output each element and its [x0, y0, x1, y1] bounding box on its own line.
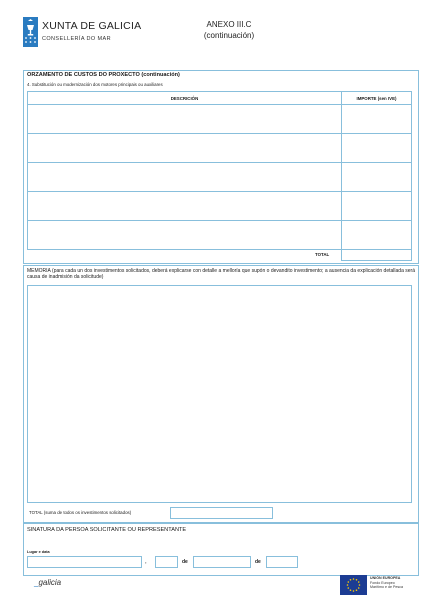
eu-fund-label: UNIÓN EUROPEA Fondo Europeo Marítimo e de Pesca: [370, 576, 403, 590]
amount-header: IMPORTE (sen IVE): [356, 96, 397, 101]
place-date-label: Lugar e data: [27, 550, 50, 554]
brand-title: XUNTA DE GALICIA: [42, 20, 142, 32]
description-cell-3[interactable]: [27, 162, 342, 192]
xunta-shield-logo: [23, 17, 38, 47]
annex-subtitle: (continuación): [203, 31, 255, 40]
brand-subtitle: CONSELLERÍA DO MAR: [42, 36, 111, 42]
month-input[interactable]: [193, 556, 251, 568]
investment-total-label: TOTAL (suma de todos os investimentos solicitados): [29, 510, 132, 515]
galicia-footer-logo: _galicia: [34, 578, 62, 587]
signature-heading: SINATURA DA PERSOA SOLICITANTE OU REPRESENTANTE: [27, 527, 187, 533]
chalice-icon: [23, 17, 38, 47]
memory-instructions: MEMORIA (para cada un dos investimentos solicitados, deberá explicarse con detalle a melloría que supón o devandito investimento; a ausencia da explicación detallada será causa de inadmisión da solicitude): [27, 268, 415, 281]
comma-separator: ,: [145, 559, 147, 565]
de-label-1: de: [182, 559, 188, 565]
day-input[interactable]: [155, 556, 178, 568]
description-header-cell: [27, 91, 342, 105]
memory-textarea[interactable]: [27, 285, 412, 503]
budget-table: [27, 91, 412, 261]
description-cell-2[interactable]: [27, 133, 342, 163]
de-label-2: de: [255, 559, 261, 565]
description-header: DESCRICIÓN: [170, 96, 199, 101]
eu-stars-icon: [340, 575, 367, 595]
amount-cell-2[interactable]: [341, 133, 412, 163]
description-cell-4[interactable]: [27, 191, 342, 221]
description-cell-5[interactable]: [27, 220, 342, 250]
annex-title: ANEXO III.C: [206, 20, 252, 29]
description-cell-1[interactable]: [27, 104, 342, 134]
year-input[interactable]: [266, 556, 298, 568]
amount-header-cell: [341, 91, 412, 105]
amount-cell-5[interactable]: [341, 220, 412, 250]
total-label: TOTAL: [315, 252, 330, 257]
budget-heading: ORZAMENTO DE CUSTOS DO PROXECTO (continuación): [27, 72, 180, 78]
amount-cell-1[interactable]: [341, 104, 412, 134]
amount-cell-3[interactable]: [341, 162, 412, 192]
amount-cell-4[interactable]: [341, 191, 412, 221]
total-amount-cell[interactable]: [341, 249, 412, 261]
galicia-swoosh-icon: _: [34, 578, 39, 587]
eu-flag-icon: [340, 575, 367, 595]
investment-total-field[interactable]: [170, 507, 273, 519]
budget-subheading: 4. Substitución ou modernización dos motores principais ou auxiliares: [27, 82, 163, 87]
place-input[interactable]: [27, 556, 142, 568]
